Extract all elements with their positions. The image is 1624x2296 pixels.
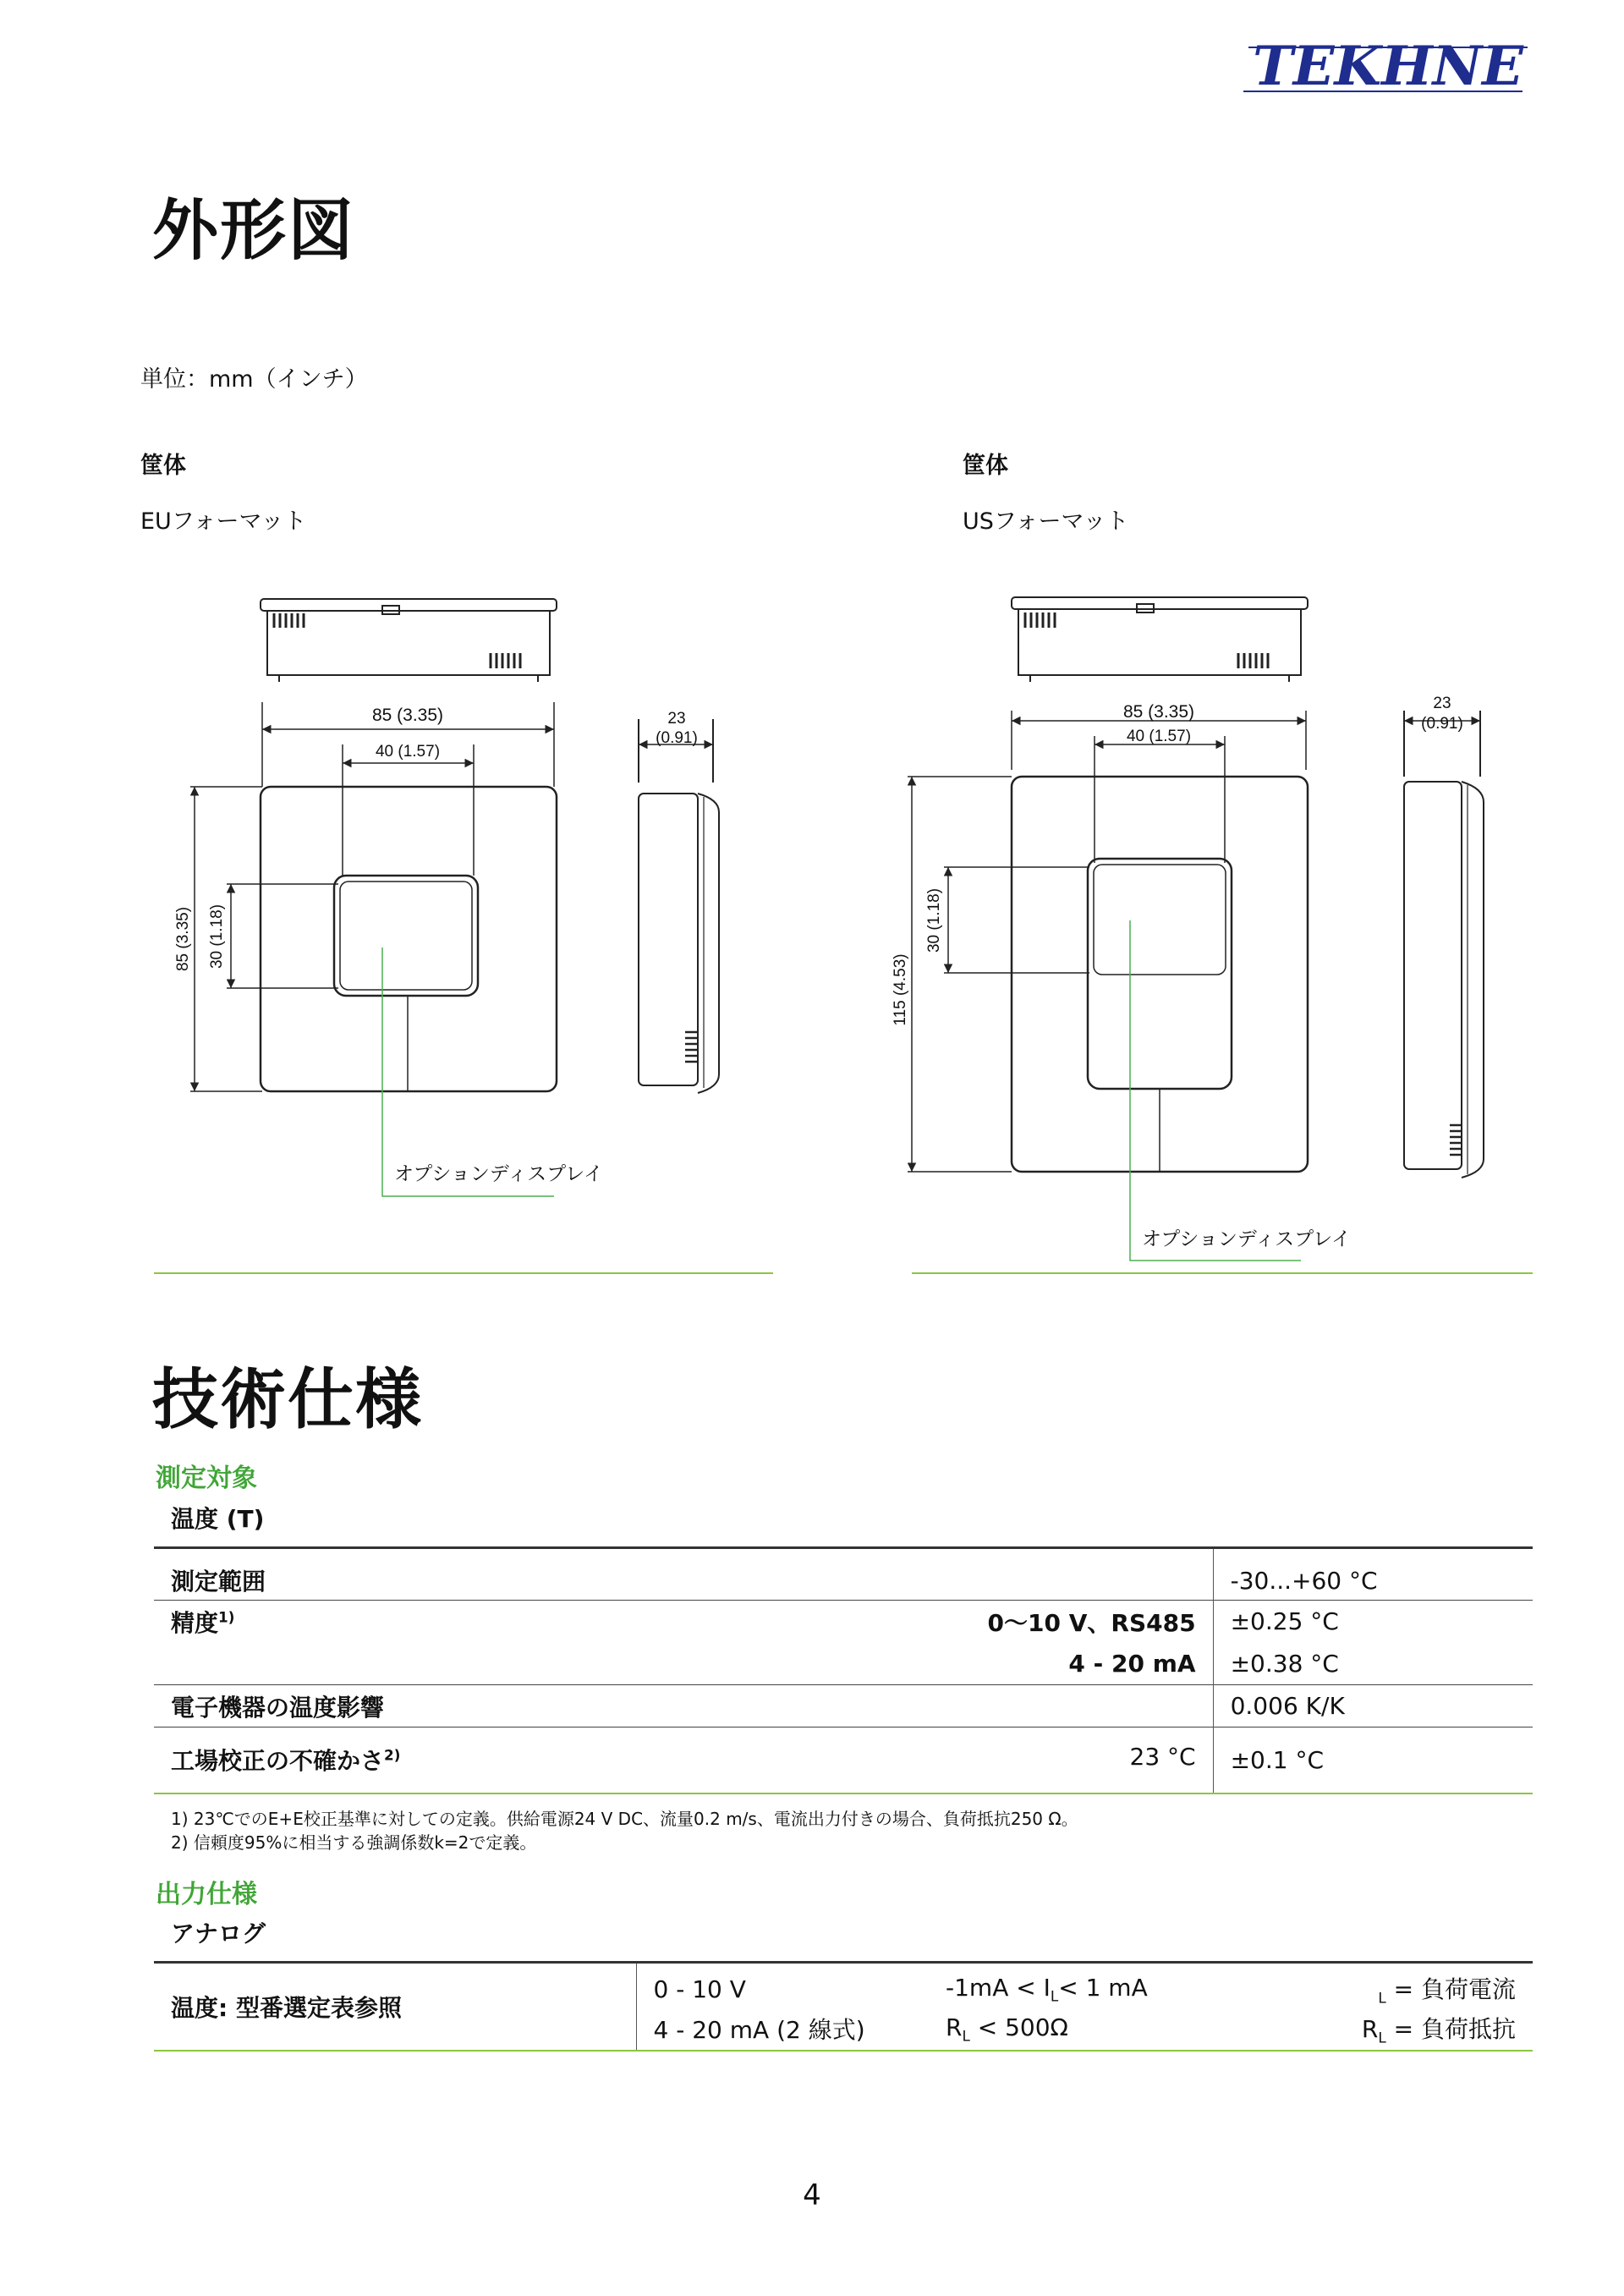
- us-side-view: [1404, 711, 1484, 1178]
- eu-height-label: 85 (3.35): [174, 906, 192, 972]
- output-signal-2: 4 - 20 mA (2 線式): [636, 2008, 929, 2051]
- footnote-1: 1) 23℃でのE+E校正基準に対しての定義。供給電源24 V DC、流量0.2 m/s、電流出力付きの場合、負荷抵抗250 Ω。: [171, 1809, 1078, 1829]
- us-depth-mm: 23: [1433, 695, 1451, 712]
- output-condition-2: $R_L < 500\Omega$: [946, 2013, 1068, 2045]
- left-section-rule: [154, 1272, 773, 1274]
- tekhne-logo: [1240, 32, 1536, 100]
- accuracy-condition-2: 4 - 20 mA: [1068, 1649, 1196, 1678]
- accuracy-value-1: ±0.25 °C: [1213, 1601, 1533, 1643]
- right-case-heading: 筐体: [963, 453, 1008, 479]
- table-row: [154, 1963, 1533, 2008]
- output-label: 温度: 型番選定表参照: [154, 1963, 636, 2051]
- us-height-dimension: [908, 777, 1089, 1172]
- eu-top-view: [261, 599, 557, 682]
- spec-title: 技術仕様: [152, 1362, 424, 1438]
- dimensions-title: 外形図: [152, 193, 356, 269]
- eu-side-view: [639, 719, 719, 1093]
- us-display-width-label: 40 (1.57): [1126, 728, 1192, 745]
- measurand-heading: 測定対象: [156, 1464, 257, 1493]
- output-note-1: $_L$ = 負荷電流: [1378, 1975, 1516, 2008]
- output-condition-1: $-1mA < I_L< 1$ mA: [946, 1973, 1148, 2005]
- eu-display-height-label: 30 (1.18): [208, 904, 226, 969]
- output-heading: 出力仕様: [156, 1880, 257, 1909]
- accuracy-footnote-mark: 1): [218, 1608, 235, 1626]
- us-display-callout: オプションディスプレイ: [1142, 1228, 1352, 1250]
- table-row: [154, 1727, 1533, 1793]
- output-signal-1: 0 - 10 V: [636, 1963, 929, 2008]
- calib-label: 工場校正の不確かさ: [171, 1747, 385, 1776]
- eu-front-view: [261, 787, 557, 1091]
- tempdep-label: 電子機器の温度影響: [171, 1693, 385, 1722]
- us-height-label: 115 (4.53): [892, 953, 909, 1026]
- calib-footnote-mark: 2): [384, 1746, 401, 1764]
- accuracy-label: 精度: [171, 1608, 219, 1637]
- unit-label: 単位：mm（インチ）: [140, 366, 368, 393]
- calib-value: ±0.1 °C: [1213, 1727, 1533, 1793]
- accuracy-value-2: ±0.38 °C: [1213, 1643, 1533, 1685]
- accuracy-condition-1: 0～10 V、RS485: [987, 1608, 1196, 1637]
- footnote-2: 2) 信頼度95%に相当する強調係数k=2で定義。: [171, 1832, 537, 1853]
- eu-width-label: 85 (3.35): [371, 706, 444, 725]
- table-row: [154, 1685, 1533, 1727]
- eu-depth-in: (0.91): [656, 729, 698, 747]
- us-callout-line: [1130, 920, 1301, 1261]
- page-number: 4: [803, 2178, 821, 2212]
- right-section-rule: [912, 1272, 1533, 1274]
- output-subheading: アナログ: [171, 1920, 266, 1947]
- table-row: [154, 1548, 1533, 1601]
- range-label: 測定範囲: [171, 1568, 266, 1596]
- measurand-subheading: 温度 (T): [171, 1505, 265, 1533]
- us-front-view: [1012, 777, 1308, 1172]
- table-row: [154, 1601, 1533, 1643]
- left-format-label: EUフォーマット: [140, 508, 307, 535]
- eu-display-width-label: 40 (1.57): [375, 743, 441, 761]
- range-value: -30...+60 °C: [1213, 1548, 1533, 1601]
- us-top-view: [1012, 597, 1308, 682]
- tempdep-value: 0.006 K/K: [1213, 1685, 1533, 1727]
- us-depth-in: (0.91): [1421, 715, 1463, 733]
- left-case-heading: 筐体: [140, 453, 186, 479]
- table-row: [154, 1643, 1533, 1685]
- right-format-label: USフォーマット: [963, 508, 1129, 535]
- temperature-spec-table: [154, 1546, 1533, 1794]
- calib-condition: 23 °C: [1129, 1743, 1196, 1771]
- dimension-drawings: [127, 575, 1548, 1277]
- eu-width-dimension: [262, 702, 554, 876]
- us-width-label: 85 (3.35): [1122, 702, 1195, 722]
- eu-depth-mm: 23: [667, 710, 686, 728]
- eu-display-callout: オプションディスプレイ: [394, 1162, 604, 1184]
- logo-text: TEKHNE: [1253, 35, 1523, 98]
- output-note-2: $R_L$ = 負荷抵抗: [1361, 2015, 1516, 2046]
- us-display-height-label: 30 (1.18): [925, 887, 943, 953]
- output-spec-table: [154, 1961, 1533, 2052]
